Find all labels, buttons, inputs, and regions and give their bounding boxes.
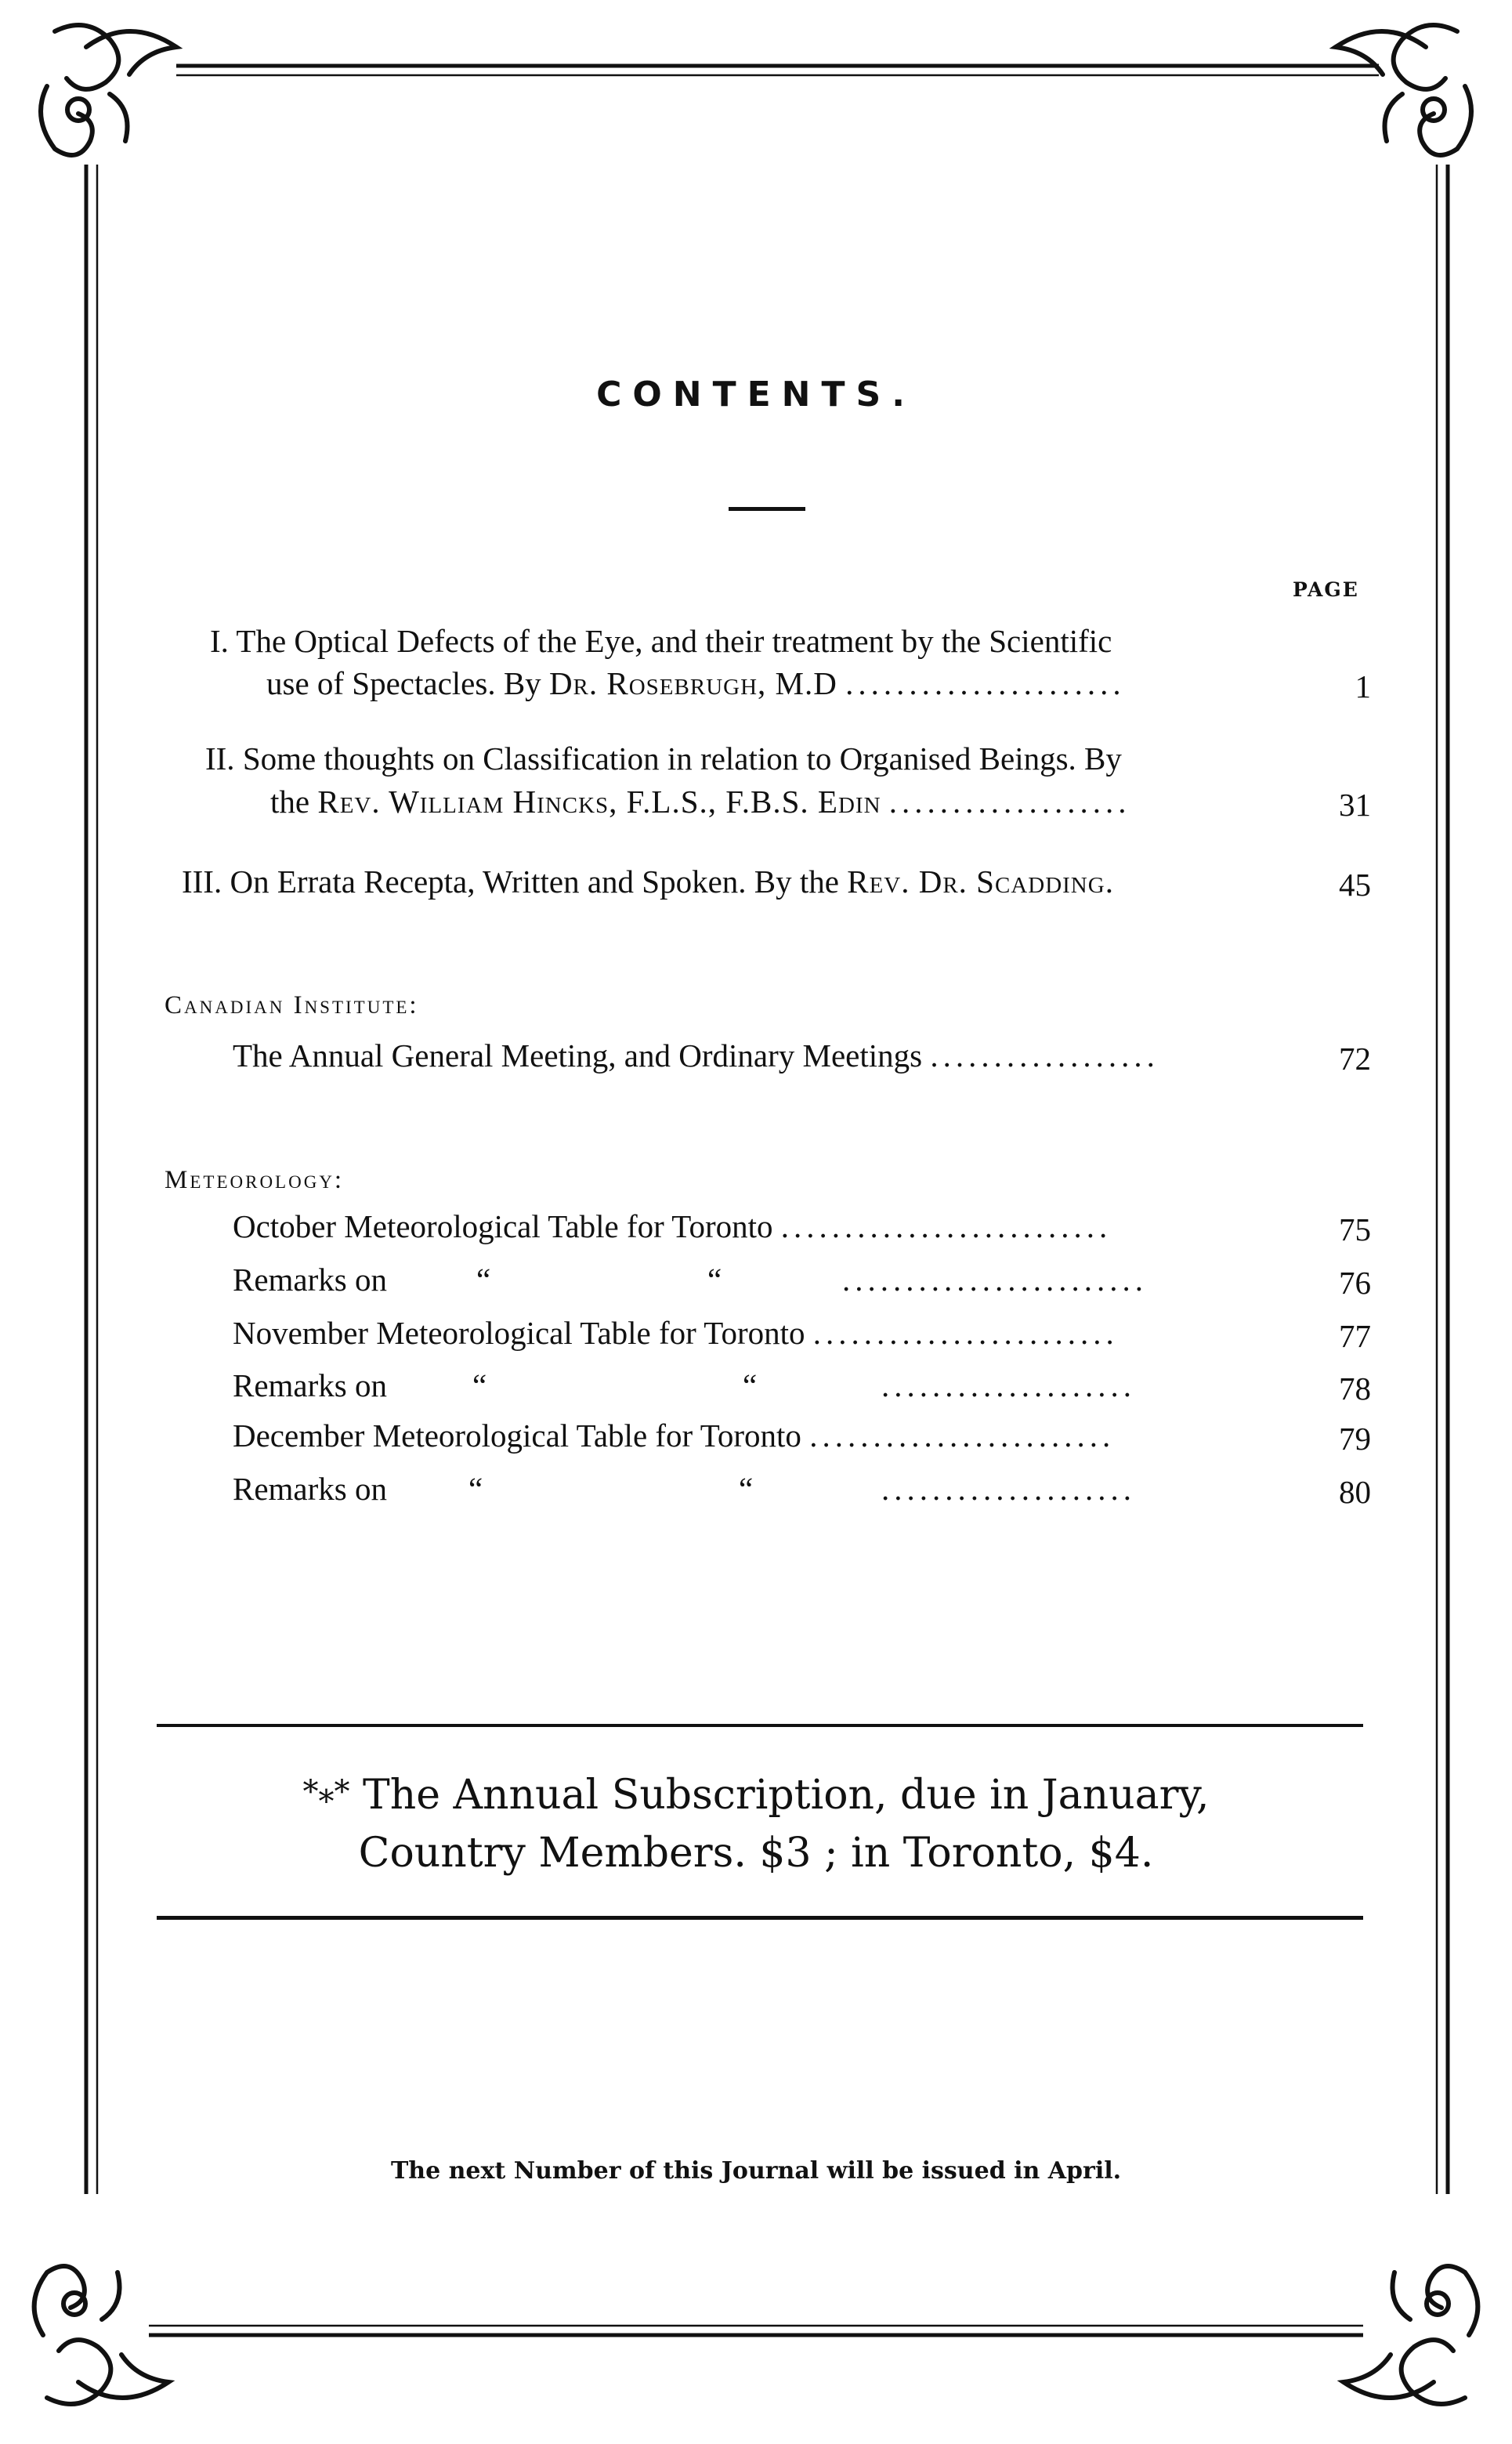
leader-dots: ........................: [809, 1418, 1116, 1454]
meteorology-entry-page: 78: [1339, 1370, 1371, 1407]
section-heading-canadian-institute: Canadian Institute:: [165, 991, 419, 1019]
article-ii-line1: [205, 740, 1122, 777]
institute-entry-page: 72: [1339, 1041, 1371, 1077]
meteorology-entry: [233, 1420, 1115, 1452]
entry-text: November Meteorological Table for Toronto: [233, 1315, 805, 1351]
leader-dots: ....................: [881, 1367, 1136, 1403]
meteorology-entry-page: 77: [1339, 1318, 1371, 1354]
asterism-marker: *⁎*: [302, 1774, 350, 1810]
ditto-mark: “: [739, 1471, 754, 1507]
leader-dots: ..........................: [780, 1208, 1112, 1244]
article-author: Rev. Dr. Scadding.: [847, 864, 1114, 900]
article-i-line1: [210, 625, 1112, 657]
leader-dots: ..................: [930, 1037, 1159, 1074]
footer-note: The next Number of this Journal will be issued in April.: [390, 2157, 1122, 2185]
meteorology-entry: [233, 1208, 1112, 1244]
notice-rule-top: [157, 1724, 1363, 1727]
article-iii-line1: [182, 866, 1114, 898]
subscription-notice: [0, 1767, 1512, 1883]
article-title: The Optical Defects of the Eye, and their treatment by the Scientific: [236, 623, 1112, 659]
meteorology-entry: [233, 1473, 387, 1505]
meteorology-entry: [233, 1317, 1119, 1349]
article-numeral: II.: [205, 740, 235, 777]
ditto-mark: “: [743, 1367, 758, 1403]
notice-line1: [0, 1767, 1512, 1825]
article-i-line2: [266, 665, 1126, 701]
leader-dots: ....................: [881, 1471, 1136, 1507]
leader-dots: ......................: [845, 665, 1126, 701]
article-title-cont: use of Spectacles. By: [266, 665, 549, 701]
corner-ornament-bottom-left: [34, 2266, 168, 2404]
entry-text: October Meteorological Table for Toronto: [233, 1208, 773, 1244]
section-heading-meteorology: Meteorology:: [165, 1166, 345, 1194]
article-numeral: III.: [182, 864, 222, 900]
notice-text: The Annual Subscription, due in January,: [363, 1772, 1210, 1819]
institute-entry: [233, 1037, 1159, 1074]
corner-ornament-bottom-right: [1344, 2266, 1478, 2404]
leader-dots: ...................: [888, 784, 1131, 820]
ditto-mark: “: [468, 1471, 483, 1507]
entry-text: The Annual General Meeting, and Ordinary Meetings: [233, 1037, 923, 1074]
article-author: Dr. Rosebrugh, M.D: [548, 665, 837, 701]
leader-dots: ........................: [842, 1262, 1148, 1298]
meteorology-entry: [233, 1264, 387, 1296]
leader-dots: ........................: [812, 1315, 1119, 1351]
page-title: CONTENTS.: [596, 375, 916, 415]
article-ii-line2: [270, 786, 1131, 818]
article-iii-page: 45: [1339, 867, 1371, 903]
entry-text: Remarks on: [233, 1367, 387, 1403]
article-title-cont: the: [270, 784, 318, 820]
article-author: Rev. William Hincks, F.L.S., F.B.S. Edin: [317, 784, 881, 820]
entry-text: Remarks on: [233, 1262, 387, 1298]
corner-ornament-top-left: [41, 25, 176, 155]
title-divider: [729, 507, 805, 511]
article-title: On Errata Recepta, Written and Spoken. By the: [230, 864, 848, 900]
notice-rule-bottom: [157, 1916, 1363, 1920]
ditto-mark: “: [472, 1367, 487, 1403]
entry-text: December Meteorological Table for Toronto: [233, 1418, 801, 1454]
meteorology-entry-page: 76: [1339, 1265, 1371, 1301]
meteorology-entry: [233, 1367, 387, 1403]
meteorology-entry-page: 80: [1339, 1474, 1371, 1510]
article-numeral: I.: [210, 623, 229, 659]
article-title: Some thoughts on Classification in relation to Organised Beings. By: [242, 740, 1122, 777]
page-column-label: PAGE: [1293, 578, 1359, 601]
ditto-mark: “: [476, 1262, 491, 1298]
corner-ornament-top-right: [1336, 25, 1471, 155]
article-i-page: 1: [1355, 668, 1371, 704]
meteorology-entry-page: 79: [1339, 1421, 1371, 1457]
ditto-mark: “: [707, 1262, 722, 1298]
entry-text: Remarks on: [233, 1471, 387, 1507]
meteorology-entry-page: 75: [1339, 1211, 1371, 1247]
notice-line2: Country Members. $3 ; in Toronto, $4.: [358, 1829, 1154, 1877]
article-ii-page: 31: [1339, 787, 1371, 823]
